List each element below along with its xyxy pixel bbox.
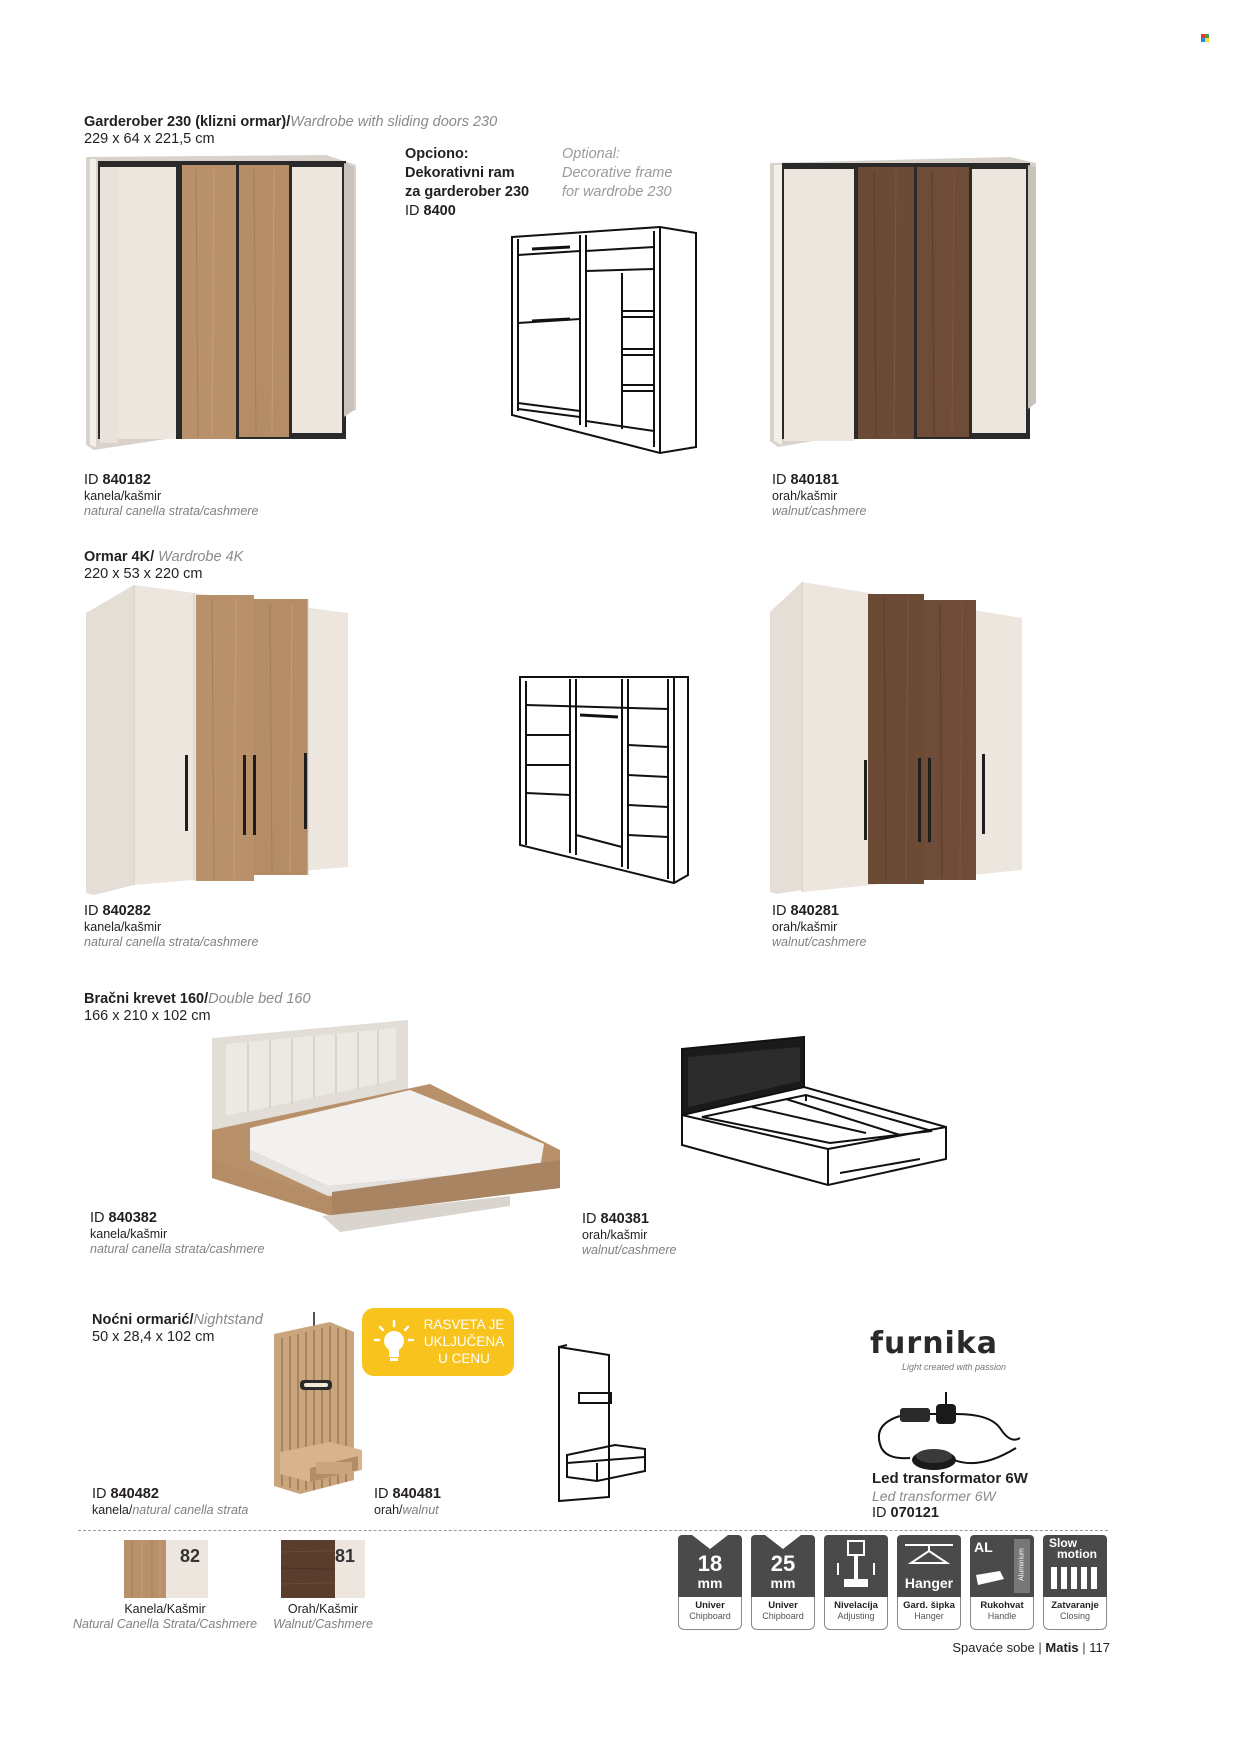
feature-adjusting: Nivelacija Adjusting [824, 1535, 888, 1631]
hanger-icon [897, 1535, 961, 1575]
section4-left-label: ID 840482 kanela/natural canella strata [92, 1486, 249, 1517]
section3-left-label: ID 840382 kanela/kašmir natural canella strata/cashmere [90, 1210, 265, 1256]
footer-section: Spavaće sobe [952, 1640, 1035, 1655]
section1-right-label: ID 840181 orah/kašmir walnut/cashmere [772, 472, 867, 518]
page-footer: Spavaće sobe | Matis | 117 [952, 1640, 1110, 1655]
dashed-divider [78, 1530, 1108, 1531]
swatch-kanela-label: Kanela/Kašmir Natural Canella Strata/Cashmere [72, 1602, 258, 1631]
section2-right-label: ID 840281 orah/kašmir walnut/cashmere [772, 903, 867, 949]
nightstand-canella-image [270, 1310, 370, 1500]
light-bulb-icon [374, 1320, 414, 1364]
section3-title: Bračni krevet 160/Double bed 160 [84, 991, 311, 1007]
feature-hanger: Hanger Gard. šipka Hanger [897, 1535, 961, 1631]
feature-chipboard-18: 18 mm Univer Chipboard [678, 1535, 742, 1631]
furnika-logo: furnika [870, 1326, 999, 1361]
wardrobe-4k-canella-image [86, 585, 356, 900]
swatch-kanela [124, 1540, 208, 1598]
section4-right-label: ID 840481 orah/walnut [374, 1486, 441, 1517]
furnika-tagline: Light created with passion [902, 1362, 1007, 1372]
wardrobe-sliding-canella-image [86, 155, 366, 455]
leveling-foot-icon [824, 1535, 888, 1597]
section1-title: Garderober 230 (klizni ormar)/Wardrobe with sliding doors 230 [84, 114, 498, 130]
page-number: 117 [1089, 1640, 1110, 1655]
slow-motion-bars-icon [1043, 1535, 1107, 1597]
feature-aluminium-handle: AL Aluminium Rukohvat Handle [970, 1535, 1034, 1631]
led-label: Led transformator 6W Led transformer 6W ID 070121 [872, 1470, 1028, 1521]
section2-dimensions: 220 x 53 x 220 cm [84, 566, 203, 582]
led-transformer-image [870, 1388, 1030, 1478]
wardrobe-sliding-walnut-image [770, 155, 1040, 450]
section1-dimensions: 229 x 64 x 221,5 cm [84, 131, 215, 147]
section2-left-label: ID 840282 kanela/kašmir natural canella strata/cashmere [84, 903, 259, 949]
wardrobe-sliding-interior-drawing [510, 225, 700, 455]
swatch-number: 82 [180, 1546, 201, 1566]
double-bed-canella-image [210, 1020, 570, 1240]
handle-icon [970, 1535, 1034, 1597]
section2-title: Ormar 4K/ Wardrobe 4K [84, 549, 244, 565]
feature-slow-motion: Slow motion Zatvaranje Closing [1043, 1535, 1107, 1631]
swatch-orah [281, 1540, 365, 1598]
swatch-number: 81 [335, 1546, 356, 1566]
section1-left-label: ID 840182 kanela/kašmir natural canella strata/cashmere [84, 472, 259, 518]
corner-logo-mark [1201, 34, 1209, 42]
footer-brand: Matis [1045, 1640, 1079, 1655]
wardrobe-4k-walnut-image [770, 582, 1030, 900]
section4-title: Noćni ormarić/Nightstand [92, 1312, 263, 1328]
lighting-included-badge: RASVETA JE UKLJUČENA U CENU [362, 1308, 514, 1376]
double-bed-interior-drawing [680, 1035, 950, 1190]
feature-chipboard-25: 25 mm Univer Chipboard [751, 1535, 815, 1631]
wardrobe-4k-interior-drawing [518, 675, 693, 885]
swatch-orah-label: Orah/Kašmir Walnut/Cashmere [273, 1602, 373, 1631]
optional-frame-text-en: Optional: Decorative frame for wardrobe 230 [562, 146, 673, 200]
nightstand-interior-drawing [555, 1345, 655, 1505]
optional-frame-text: Opciono: Dekorativni ram za garderober 230 ID 8400 [405, 146, 530, 219]
section4-dimensions: 50 x 28,4 x 102 cm [92, 1329, 215, 1345]
section3-right-label: ID 840381 orah/kašmir walnut/cashmere [582, 1211, 677, 1257]
section3-dimensions: 166 x 210 x 102 cm [84, 1008, 211, 1024]
